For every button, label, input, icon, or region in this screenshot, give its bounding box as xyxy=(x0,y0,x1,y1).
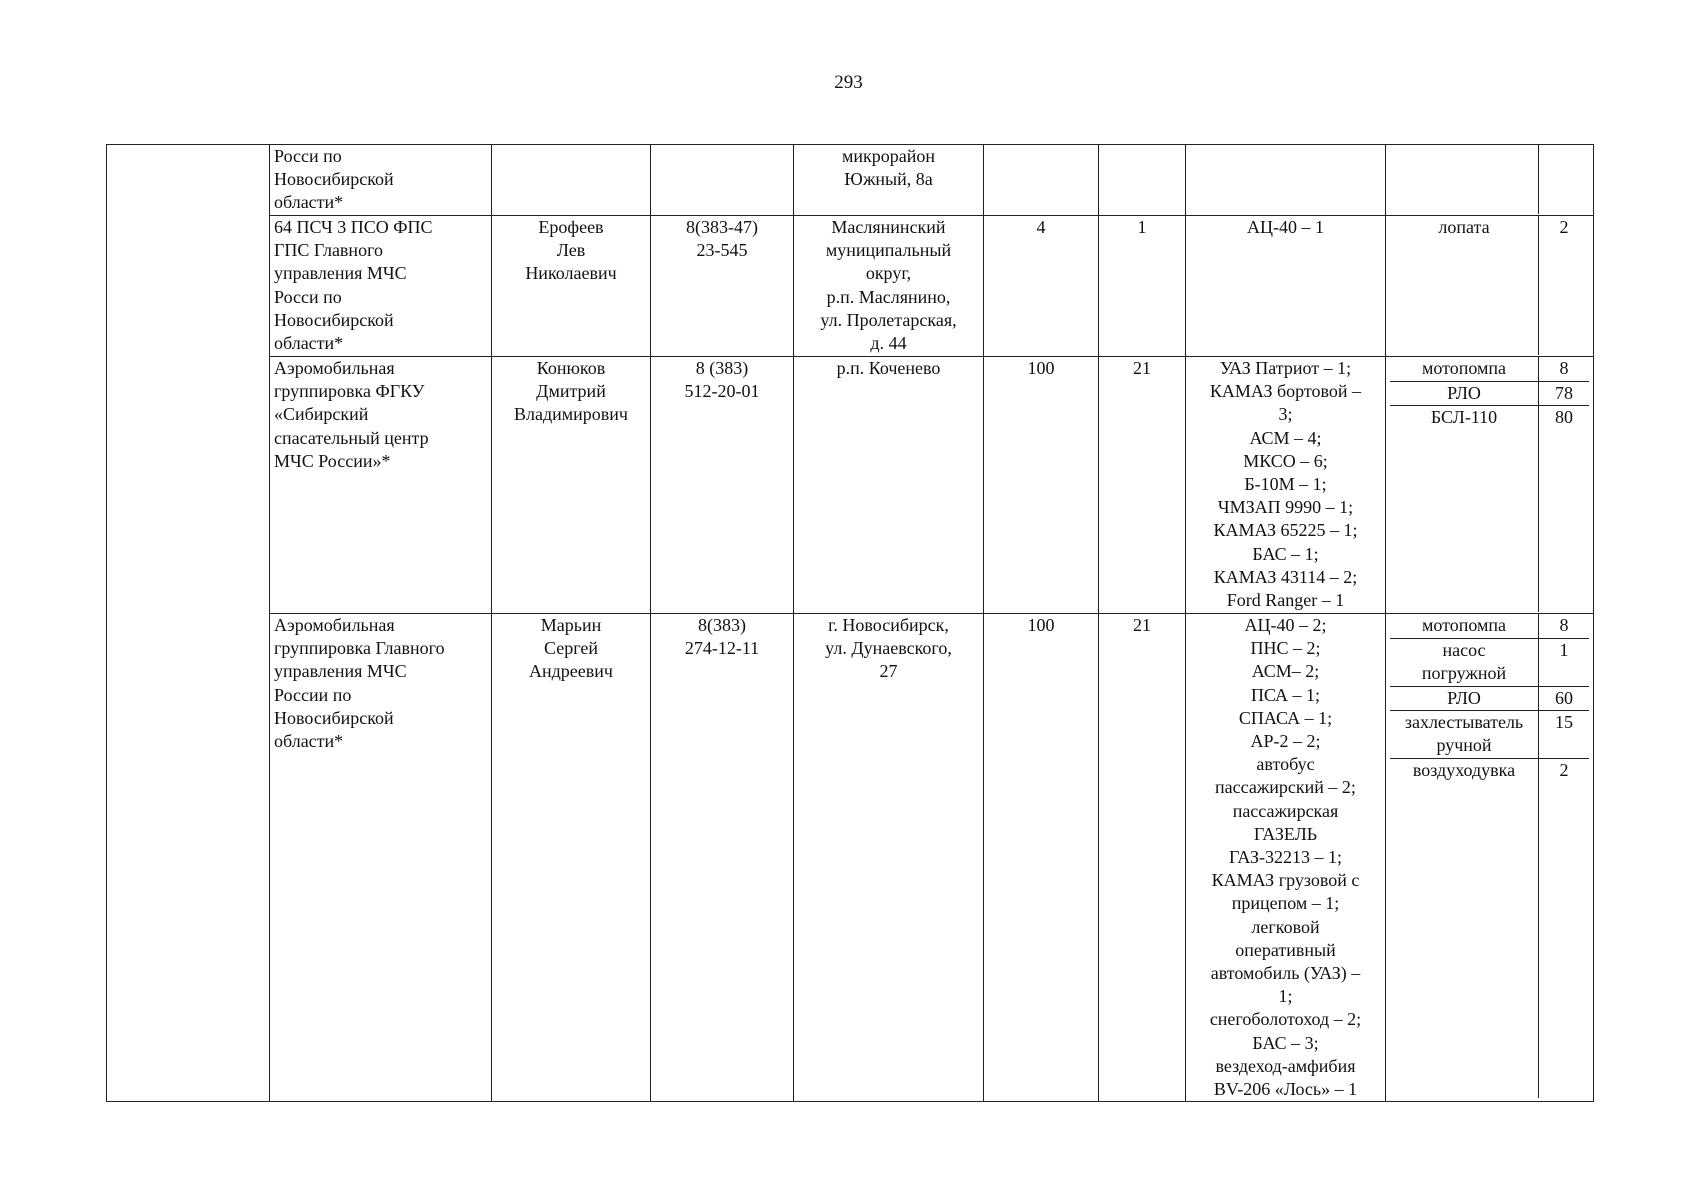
equipment-name: насос погружной xyxy=(1390,638,1539,686)
phone-cell: 8(383) 274-12-11 xyxy=(651,614,794,1102)
org-cell: Аэромобильная группировка Главного управления МЧС России по Новосибирской области* xyxy=(270,614,492,1102)
units-cell: 21 xyxy=(1099,614,1186,1102)
equipment-list xyxy=(1390,145,1589,214)
equipment-qty: 1 xyxy=(1539,638,1590,686)
phone-cell: 8(383-47) 23-545 xyxy=(651,216,794,357)
equipment-name xyxy=(1390,145,1539,214)
equipment-name: лопата xyxy=(1438,217,1490,237)
head-cell: Марьин Сергей Андреевич xyxy=(492,614,651,1102)
table-row xyxy=(107,614,1594,1102)
units-cell: 1 xyxy=(1099,216,1186,357)
equipment-qty: 60 xyxy=(1539,686,1590,710)
vehicles-cell: АЦ-40 – 2; ПНС – 2; АСМ– 2; ПСА – 1; СПАСА – 1; АР-2 – 2; автобус пассажирский – 2; пассажирская ГАЗЕЛЬ ГАЗ-32213 – 1; КАМАЗ грузовой с прицепом – 1; легковой оперативный автомобиль (УАЗ) – 1; снегоболотоход – 2; БАС – 3; вездеход-амфибия BV-206 «Лось» – 1 xyxy=(1186,614,1386,1102)
equipment-name: РЛО xyxy=(1390,686,1539,710)
equipment-qty: 2 xyxy=(1539,758,1590,1098)
units-cell xyxy=(1099,145,1186,216)
equipment-qty: 2 xyxy=(1539,216,1590,355)
phone-cell: 8 (383) 512-20-01 xyxy=(651,357,794,614)
equipment-cell xyxy=(1386,614,1594,1102)
org-cell: Росси по Новосибирской области* xyxy=(270,145,492,216)
equipment-name: воздуходувка xyxy=(1390,758,1539,1098)
address-cell: р.п. Коченево xyxy=(794,357,984,614)
head-cell: Конюков Дмитрий Владимирович xyxy=(492,357,651,614)
vehicles-cell: АЦ-40 – 1 xyxy=(1186,216,1386,357)
address-cell: микрорайон Южный, 8а xyxy=(794,145,984,216)
table-row xyxy=(107,357,1594,614)
equipment-qty: 15 xyxy=(1539,710,1590,758)
equipment-list xyxy=(1390,614,1589,1098)
org-cell: Аэромобильная группировка ФГКУ «Сибирский спасательный центр МЧС России»* xyxy=(270,357,492,614)
equipment-name: мотопомпа xyxy=(1421,358,1507,378)
equipment-cell xyxy=(1386,357,1594,614)
org-cell: 64 ПСЧ 3 ПСО ФПС ГПС Главного управления МЧС Росси по Новосибирской области* xyxy=(270,216,492,357)
vehicles-cell xyxy=(1186,145,1386,216)
number-cell xyxy=(107,145,270,1102)
personnel-cell xyxy=(984,145,1099,216)
equipment-cell xyxy=(1386,216,1594,357)
equipment-list xyxy=(1390,216,1589,355)
address-cell: г. Новосибирск, ул. Дунаевского, 27 xyxy=(794,614,984,1102)
equipment-qty: 78 xyxy=(1539,381,1590,405)
equipment-qty: 8 xyxy=(1539,614,1590,638)
page-number: 293 xyxy=(834,72,863,93)
head-cell: Ерофеев Лев Николаевич xyxy=(492,216,651,357)
equipment-qty xyxy=(1539,145,1590,214)
address-cell: Маслянинский муниципальный округ, р.п. Маслянино, ул. Пролетарская, д. 44 xyxy=(794,216,984,357)
units-cell: 21 xyxy=(1099,357,1186,614)
table-row xyxy=(107,145,1594,216)
personnel-cell: 100 xyxy=(984,357,1099,614)
head-cell xyxy=(492,145,651,216)
phone-cell xyxy=(651,145,794,216)
equipment-name: мотопомпа xyxy=(1421,615,1507,635)
equipment-name: РЛО xyxy=(1390,381,1539,405)
personnel-cell: 4 xyxy=(984,216,1099,357)
equipment-list xyxy=(1390,357,1589,612)
vehicles-cell: УАЗ Патриот – 1; КАМАЗ бортовой – 3; АСМ – 4; МКСО – 6; Б-10М – 1; ЧМЗАП 9990 – 1; КАМАЗ 65225 – 1; БАС – 1; КАМАЗ 43114 – 2; Ford Ranger – 1 xyxy=(1186,357,1386,614)
equipment-qty: 80 xyxy=(1539,405,1590,612)
equipment-name: захлестыватель ручной xyxy=(1390,710,1539,758)
resources-table xyxy=(106,144,1594,1102)
table-row xyxy=(107,216,1594,357)
personnel-cell: 100 xyxy=(984,614,1099,1102)
equipment-qty: 8 xyxy=(1539,357,1590,381)
equipment-name: БСЛ-110 xyxy=(1390,405,1539,612)
equipment-cell xyxy=(1386,145,1594,216)
